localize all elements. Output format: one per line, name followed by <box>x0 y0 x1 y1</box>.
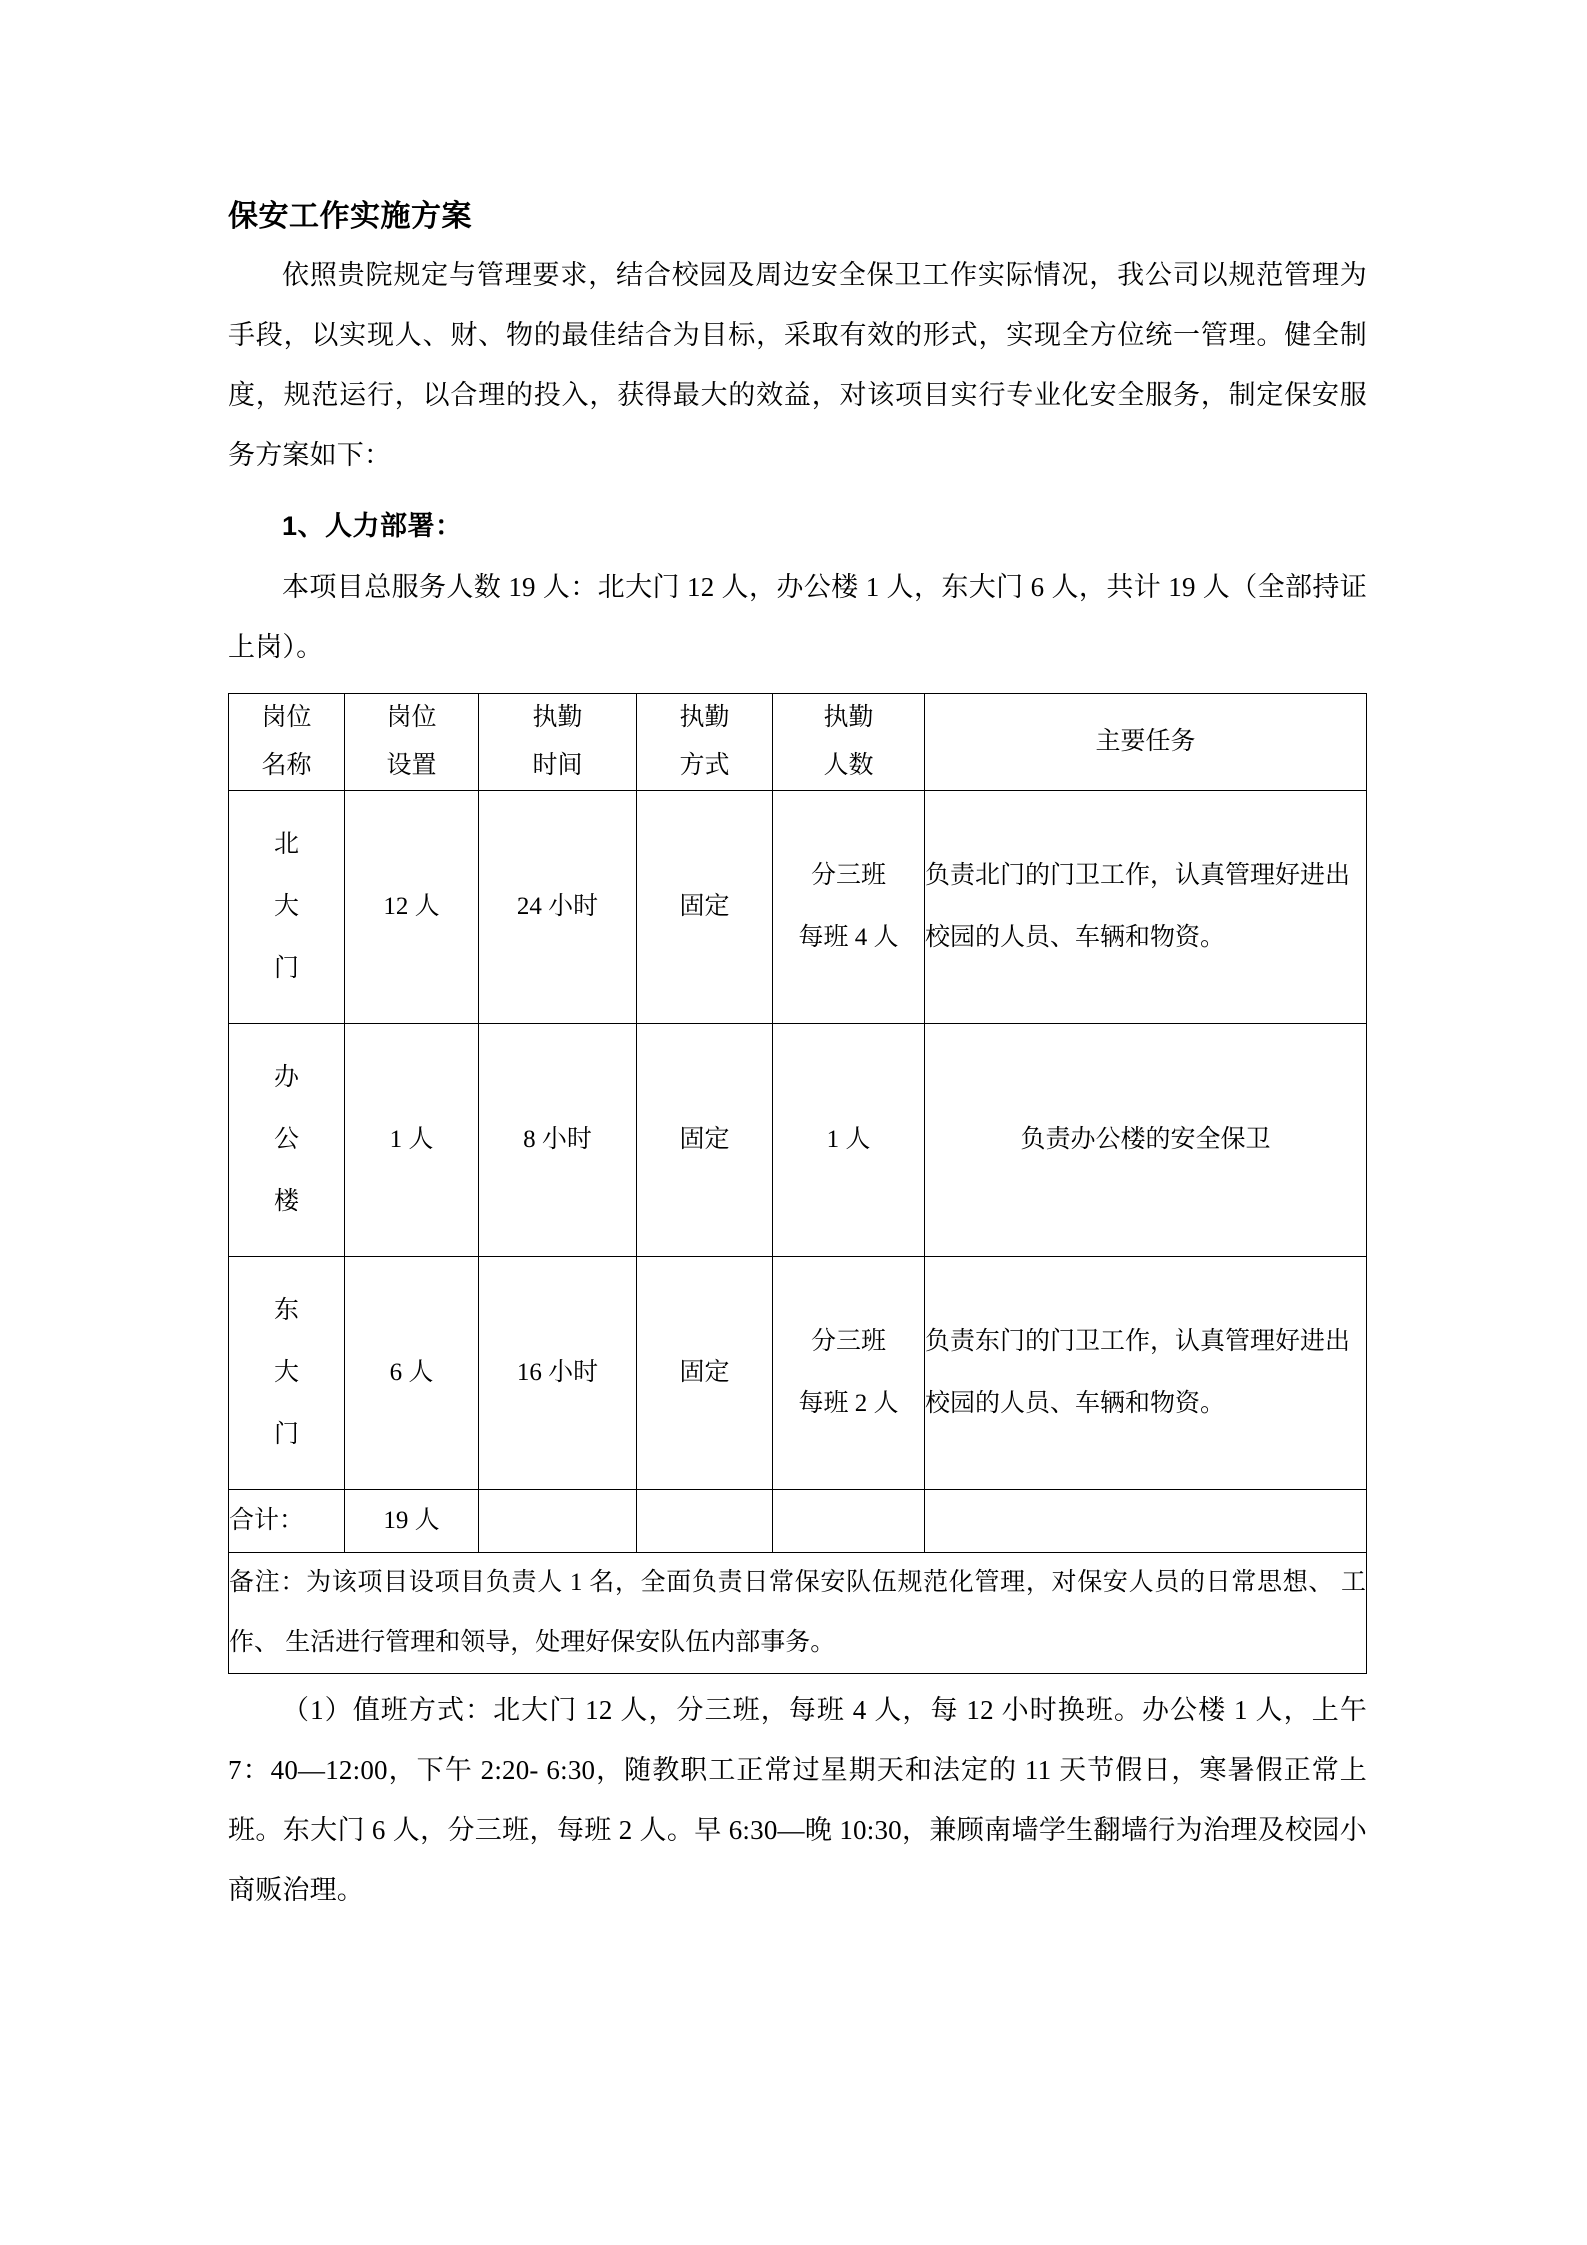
header-post-setup <box>345 694 479 791</box>
header-post-name-line2: 名称 <box>261 752 312 779</box>
header-main-task: 主要任务 <box>925 694 1367 791</box>
header-duty-mode-line2: 方式 <box>679 752 730 779</box>
cell-duty-time: 24 小时 <box>479 791 637 1024</box>
header-post-setup-line2: 设置 <box>386 752 437 779</box>
header-duty-mode-line1: 执勤 <box>679 704 730 731</box>
header-post-name-line1: 岗位 <box>261 704 312 731</box>
post-name-char: 楼 <box>273 1188 299 1215</box>
cell-duty-mode: 固定 <box>637 791 773 1024</box>
cell-duty-mode: 固定 <box>637 1024 773 1257</box>
post-name-char: 大 <box>273 893 299 920</box>
header-duty-count-line2: 人数 <box>823 752 874 779</box>
post-name-char: 东 <box>273 1297 299 1324</box>
cell-duty-time: 16 小时 <box>479 1257 637 1490</box>
cell-empty <box>479 1490 637 1553</box>
post-name-char: 大 <box>273 1359 299 1386</box>
duty-count-line2: 每班 4 人 <box>798 924 899 951</box>
post-name-char: 门 <box>273 955 299 982</box>
header-duty-time-line2: 时间 <box>532 752 583 779</box>
cell-duty-count <box>773 791 925 1024</box>
spacer <box>228 485 1367 495</box>
cell-duty-time: 8 小时 <box>479 1024 637 1257</box>
table-row <box>229 791 1367 1024</box>
cell-empty <box>773 1490 925 1553</box>
cell-duty-mode: 固定 <box>637 1257 773 1490</box>
page-title: 保安工作实施方案 <box>228 200 472 233</box>
table-row <box>229 1257 1367 1490</box>
table-note-row <box>229 1553 1367 1674</box>
cell-total-label: 合计： <box>229 1490 345 1553</box>
post-name-char: 门 <box>273 1421 299 1448</box>
cell-total-value: 19 人 <box>345 1490 479 1553</box>
header-duty-count-line1: 执勤 <box>823 704 874 731</box>
post-name-char: 北 <box>273 831 299 858</box>
header-duty-mode <box>637 694 773 791</box>
table-header-row <box>229 694 1367 791</box>
duty-count-line1: 分三班 <box>810 862 886 889</box>
deployment-table <box>228 693 1367 1674</box>
cell-empty <box>925 1490 1367 1553</box>
cell-main-task: 负责北门的门卫工作，认真管理好进出校园的人员、车辆和物资。 <box>925 791 1367 1024</box>
post-name-char: 办 <box>273 1064 299 1091</box>
cell-main-task: 负责办公楼的安全保卫 <box>925 1024 1367 1257</box>
manpower-summary-paragraph: 本项目总服务人数 19 人：北大门 12 人，办公楼 1 人，东大门 6 人，共计 19 人（全部持证上岗）。 <box>228 572 1367 662</box>
section-heading-manpower: 1、人力部署： <box>282 511 463 541</box>
cell-post-name <box>229 1257 345 1490</box>
cell-main-task: 负责东门的门卫工作，认真管理好进出校园的人员、车辆和物资。 <box>925 1257 1367 1490</box>
cell-empty <box>637 1490 773 1553</box>
header-post-setup-line1: 岗位 <box>386 704 437 731</box>
post-name-char: 公 <box>273 1126 299 1153</box>
table-total-row <box>229 1490 1367 1553</box>
duty-schedule-paragraph: （1）值班方式：北大门 12 人，分三班，每班 4 人，每 12 小时换班。办公楼 1 人，上午 7：40—12:00，下午 2:20- 6:30，随教职工正常过星期天和法定的 11 天节假日，寒暑假正常上班。东大门 6 人，分三班，每班 2 人。早 6:30—晚 10:30，兼顾南墙学生翻墙行为治理及校园小商贩治理。 <box>228 1695 1367 1905</box>
header-post-name <box>229 694 345 791</box>
table-row <box>229 1024 1367 1257</box>
cell-post-name <box>229 1024 345 1257</box>
cell-duty-count: 1 人 <box>773 1024 925 1257</box>
cell-post-setup: 12 人 <box>345 791 479 1024</box>
duty-count-line1: 分三班 <box>810 1328 886 1355</box>
duty-count-line2: 每班 2 人 <box>798 1390 899 1417</box>
cell-duty-count <box>773 1257 925 1490</box>
intro-paragraph: 依照贵院规定与管理要求，结合校园及周边安全保卫工作实际情况，我公司以规范管理为手段，以实现人、财、物的最佳结合为目标，采取有效的形式，实现全方位统一管理。健全制度，规范运行，以合理的投入，获得最大的效益，对该项目实行专业化安全服务，制定保安服务方案如下： <box>228 260 1367 470</box>
cell-post-setup: 1 人 <box>345 1024 479 1257</box>
header-duty-time <box>479 694 637 791</box>
cell-post-setup: 6 人 <box>345 1257 479 1490</box>
header-duty-time-line1: 执勤 <box>532 704 583 731</box>
cell-post-name <box>229 791 345 1024</box>
cell-note: 备注：为该项目设项目负责人 1 名，全面负责日常保安队伍规范化管理，对保安人员的日常思想、 工作、 生活进行管理和领导，处理好保安队伍内部事务。 <box>229 1553 1367 1674</box>
header-duty-count <box>773 694 925 791</box>
